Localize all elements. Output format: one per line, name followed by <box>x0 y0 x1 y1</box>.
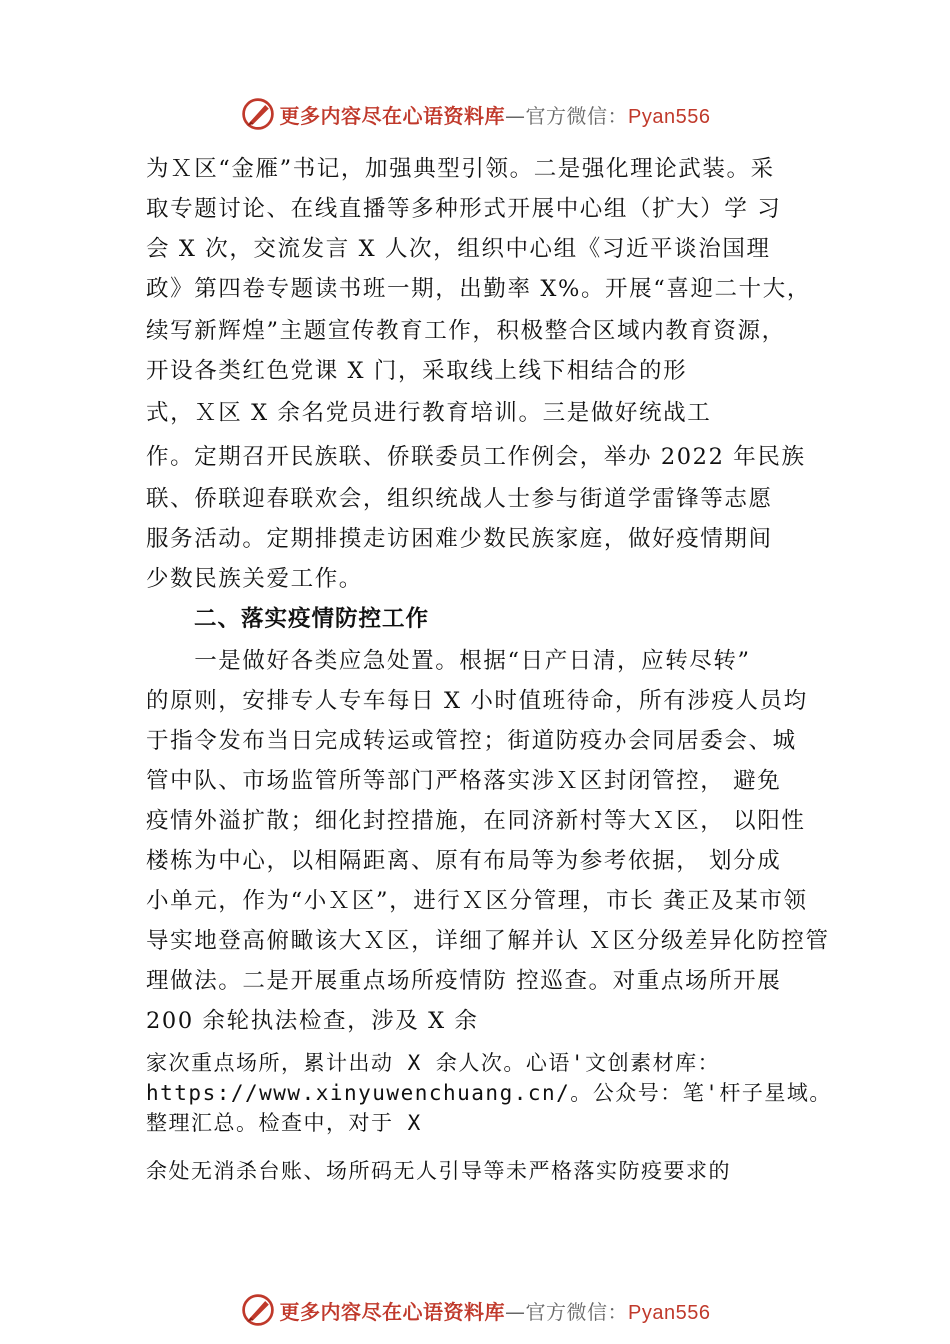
footer-banner-main: 更多内容尽在心语资料库 <box>279 1299 506 1324</box>
paragraph-line: 于指令发布当日完成转运或管控；街道防疫办会同居委会、城 <box>146 728 797 754</box>
paragraph-line: 理做法。二是开展重点场所疫情防 控巡查。对重点场所开展 <box>146 968 782 994</box>
footer-banner-text <box>280 1296 711 1325</box>
mono-line: 整理汇总。检查中，对于 X <box>146 1111 422 1135</box>
pen-logo-icon <box>240 1292 276 1328</box>
paragraph-line: 会 X 次，交流发言 X 人次，组织中心组《习近平谈治国理 <box>146 236 771 262</box>
header-banner-id: Pyan556 <box>628 105 711 128</box>
section-heading: 二、落实疫情防控工作 <box>194 606 430 632</box>
paragraph-line: 小单元，作为“小Ｘ区”，进行Ｘ区分管理，市长 龚正及某市领 <box>146 888 808 914</box>
paragraph-line: 少数民族关爱工作。 <box>146 566 363 592</box>
paragraph-line: 导实地登高俯瞰该大Ｘ区，详细了解并认 Ｘ区分级差异化防控管 <box>146 928 830 954</box>
paragraph-line: 余处无消杀台账、场所码无人引导等未严格落实防疫要求的 <box>146 1159 731 1183</box>
paragraph-line: 200 余轮执法检查，涉及 X 余 <box>146 1008 479 1034</box>
paragraph-line: 的原则，安排专人专车每日 X 小时值班待命，所有涉疫人员均 <box>146 688 808 714</box>
footer-banner-dash: —官方微信： <box>505 1299 629 1324</box>
mono-line: https://www.xinyuwenchuang.cn/。公众号：笔'杆子星域。 <box>146 1081 832 1105</box>
paragraph-line: 续写新辉煌”主题宣传教育工作，积极整合区域内教育资源， <box>146 318 786 344</box>
paragraph-line: 服务活动。定期排摸走访困难少数民族家庭，做好疫情期间 <box>146 526 773 552</box>
paragraph-line: 作。定期召开民族联、侨联委员工作例会，举办 2022 年民族 <box>146 444 806 470</box>
header-banner <box>0 94 950 134</box>
paragraph-line: 一是做好各类应急处置。根据“日产日清，应转尽转” <box>146 648 751 674</box>
pen-logo-icon <box>240 96 276 132</box>
paragraph-line: 联、侨联迎春联欢会，组织统战人士参与街道学雷锋等志愿 <box>146 486 773 512</box>
paragraph-line: 式，Ｘ区 X 余名党员进行教育培训。三是做好统战工 <box>146 400 712 426</box>
header-banner-dash: —官方微信： <box>505 103 629 128</box>
paragraph-line: 政》第四卷专题读书班一期，出勤率 X%。开展“喜迎二十大， <box>146 276 811 302</box>
mono-line: 家次重点场所，累计出动 X 余人次。心语'文创素材库： <box>146 1051 721 1075</box>
header-banner-text <box>280 100 711 129</box>
footer-banner-id: Pyan556 <box>628 1301 711 1324</box>
paragraph-line: 疫情外溢扩散；细化封控措施，在同济新村等大Ｘ区， 以阳性 <box>146 808 806 834</box>
header-banner-main: 更多内容尽在心语资料库 <box>279 103 506 128</box>
paragraph-line: 取专题讨论、在线直播等多种形式开展中心组（扩大）学 习 <box>146 196 782 222</box>
paragraph-line: 开设各类红色党课 X 门，采取线上线下相结合的形 <box>146 358 688 384</box>
paragraph-line: 楼栋为中心，以相隔距离、原有布局等为参考依据， 划分成 <box>146 848 782 874</box>
paragraph-line: 为Ｘ区“金雁”书记，加强典型引领。二是强化理论武装。采 <box>146 156 775 182</box>
footer-banner <box>0 1290 950 1330</box>
paragraph-line: 管中队、市场监管所等部门严格落实涉Ｘ区封闭管控， 避免 <box>146 768 782 794</box>
